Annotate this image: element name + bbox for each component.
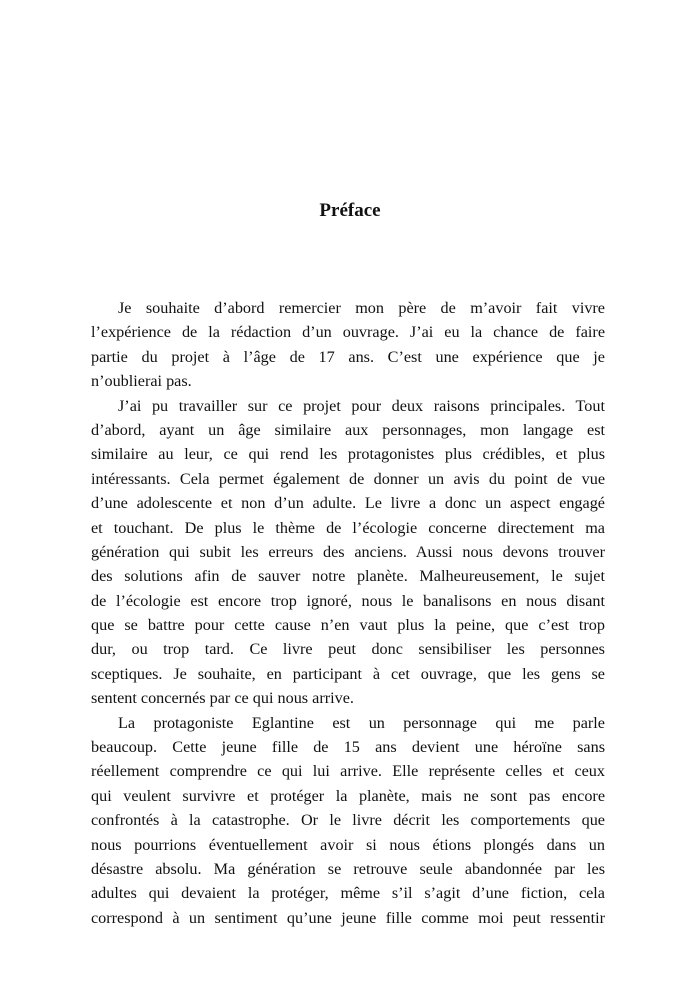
text-line: adultes qui devaient la protéger, même s’il s’agit d’une fiction, cela — [91, 884, 605, 903]
text-line: correspond à un sentiment qu’une jeune fille comme moi peut ressentir — [91, 908, 605, 927]
paragraph — [91, 394, 605, 711]
text-line: de l’écologie est encore trop ignoré, nous le banalisons en nous disant — [91, 591, 605, 610]
text-line: J’ai pu travailler sur ce projet pour deux raisons principales. Tout — [118, 396, 605, 415]
text-line: des solutions afin de sauver notre planète. Malheureusement, le sujet — [91, 567, 605, 586]
text-line: dur, ou trop tard. Ce livre peut donc sensibiliser les personnes — [91, 640, 605, 659]
text-line: intéressants. Cela permet également de donner un avis du point de vue — [91, 469, 605, 488]
paragraph — [91, 711, 605, 931]
text-line: n’oublierai pas. — [91, 372, 192, 391]
text-line: que se battre pour cette cause n’en vaut plus la peine, que c’est trop — [91, 616, 605, 635]
text-line: confrontés à la catastrophe. Or le livre décrit les comportements que — [91, 811, 605, 830]
text-line: beaucoup. Cette jeune fille de 15 ans devient une héroïne sans — [91, 738, 605, 757]
paragraph — [91, 296, 605, 394]
text-line: réellement comprendre ce qui lui arrive. Elle représente celles et ceux — [91, 762, 605, 781]
text-line: sceptiques. Je souhaite, en participant à cet ouvrage, que les gens se — [91, 664, 605, 683]
text-line: qui veulent survivre et protéger la planète, mais ne sont pas encore — [91, 786, 605, 805]
page-title: Préface — [319, 200, 381, 221]
text-line: Je souhaite d’abord remercier mon père de m’avoir fait vivre — [118, 299, 605, 317]
text-line: l’expérience de la rédaction d’un ouvrage. J’ai eu la chance de faire — [91, 323, 605, 342]
text-line: génération qui subit les erreurs des anciens. Aussi nous devons trouver — [91, 542, 605, 561]
text-line: partie du projet à l’âge de 17 ans. C’est une expérience que je — [91, 347, 605, 366]
text-line: d’une adolescente et non d’un adulte. Le livre a donc un aspect engagé — [91, 494, 605, 513]
preface-body — [91, 296, 605, 930]
text-line: similaire au leur, ce qui rend les protagonistes plus crédibles, et plus — [91, 445, 605, 464]
text-line: désastre absolu. Ma génération se retrouve seule abandonnée par les — [91, 859, 605, 878]
text-line: d’abord, ayant un âge similaire aux personnages, mon langage est — [91, 420, 605, 439]
text-line: sentent concernés par ce qui nous arrive. — [91, 689, 354, 708]
text-line: La protagoniste Eglantine est un personnage qui me parle — [118, 713, 605, 732]
text-line: et touchant. De plus le thème de l’écologie concerne directement ma — [91, 518, 605, 537]
text-line: nous pourrions éventuellement avoir si nous étions plongés dans un — [91, 835, 605, 854]
